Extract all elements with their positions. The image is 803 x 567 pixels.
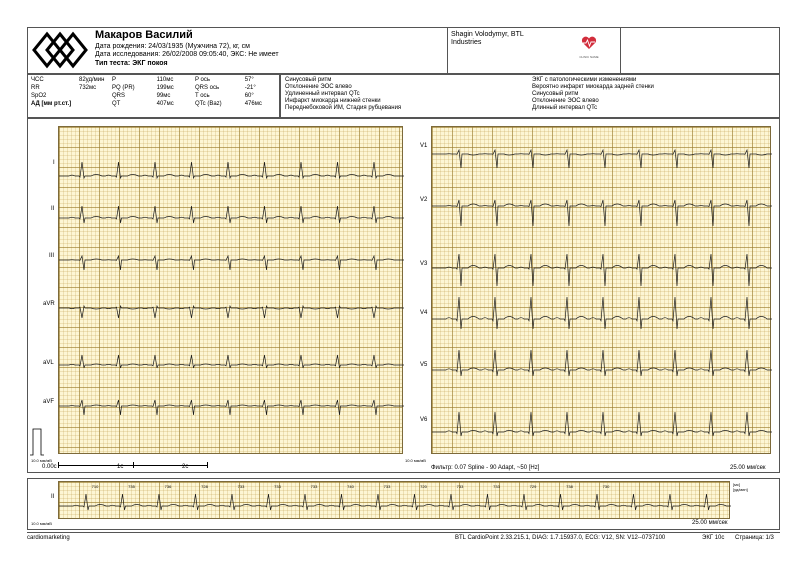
trace-aVR (59, 306, 404, 318)
rr-interval-label: 730 (602, 484, 610, 489)
measurements-col2 (110, 76, 190, 108)
rr-interval-label: 733 (310, 484, 318, 489)
meas-label: PQ (PR) (112, 85, 135, 91)
rhythm-trace (59, 482, 731, 520)
rr-interval-label: 740 (347, 484, 354, 489)
meas-label: P ось (195, 77, 211, 83)
time-2-label: 2с (182, 464, 189, 470)
exam-info: Дата исследования: 26/02/2008 09:05:40, ЭКС: Не имеет (95, 51, 279, 58)
footer-report: ЭКГ 10с (702, 535, 725, 541)
gain-label-left: 10.0 мм/мВ (31, 458, 52, 463)
rhythm-lead-label: II (51, 494, 55, 500)
calibration-pulse (30, 427, 44, 457)
diagnosis-item: Синусовый ритм (285, 77, 332, 83)
meas-label: SpO2 (31, 93, 47, 99)
rr-interval-label: 736 (164, 484, 172, 489)
limb-leads-grid (58, 126, 403, 454)
diagnosis-right (532, 77, 654, 112)
chest-traces (432, 127, 772, 455)
meas-label: QTc (Baz) (195, 101, 222, 107)
diagnosis-item: Переднебоковой ИМ, Стадия рубцевания (285, 105, 402, 111)
lead-label-V1: V1 (420, 143, 428, 149)
diagnosis-item: Отклонение ЭОС влево (285, 84, 352, 90)
meas-value: 199мс (156, 85, 174, 91)
rr-interval-label: 733 (383, 484, 391, 489)
lead-label-V5: V5 (420, 362, 428, 368)
meas-value (77, 92, 109, 100)
lead-label-II: II (51, 206, 55, 212)
meas-label: QT (112, 101, 121, 107)
footer-software: BTL CardioPoint 2.33.215.1, DIAG: 1.7.15937.0, ECG: V12, SN: V12--0737100 (455, 535, 666, 541)
trace-II (59, 206, 404, 223)
diagnosis-left (285, 77, 401, 112)
rr-interval-label: 733 (237, 484, 245, 489)
birth-info: Дата рождения: 24/03/1935 (Мужчина 72), кг, см (95, 43, 250, 50)
rr-interval-label: 720 (420, 484, 427, 489)
rr-interval-label: 710 (91, 484, 99, 489)
lead-label-V2: V2 (420, 197, 428, 203)
trace-aVF (59, 400, 404, 415)
time-tick (58, 462, 59, 468)
measurements-col1 (29, 76, 109, 108)
gain-label-right: 10.0 мм/мВ (405, 458, 426, 463)
rr-unit-label (733, 482, 748, 492)
meas-value: 57° (244, 77, 254, 83)
trace-V6 (432, 412, 772, 436)
lead-label-I: I (53, 160, 55, 166)
trace-V1 (432, 150, 772, 168)
lead-label-V3: V3 (420, 261, 428, 267)
diagnosis-item: ЭКГ с патологическими изменениями (532, 77, 637, 83)
meas-value: -21° (244, 85, 256, 91)
trace-rhythm-II (59, 494, 731, 510)
lead-label-aVR: aVR (43, 301, 55, 307)
trace-V5 (432, 350, 772, 376)
rhythm-grid (58, 481, 730, 519)
rr-interval-label: 733 (274, 484, 281, 489)
header-divider-right (620, 27, 621, 74)
meas-value: 60° (244, 93, 254, 99)
measurements-col3 (193, 76, 277, 108)
time-tick (207, 462, 208, 468)
lead-label-V6: V6 (420, 417, 428, 423)
meas-value: 110мс (156, 77, 174, 83)
rr-unit-ms: [мс] (733, 482, 740, 487)
lead-label-aVL: aVL (43, 360, 54, 366)
rr-interval-label: 735 (128, 484, 135, 489)
meas-value: 82уд/мин (78, 77, 105, 83)
meas-label: АД [мм рт.ст.] (31, 101, 72, 107)
limb-traces (59, 127, 404, 455)
rr-interval-label: 733 (456, 484, 464, 489)
meas-label: RR (31, 85, 40, 91)
diagnosis-item: Инфаркт миокарда нижней стенки (285, 98, 381, 104)
patient-name: Макаров Василий (95, 29, 193, 41)
footer-line (27, 532, 780, 533)
rr-interval-label: 738 (566, 484, 573, 489)
diagnosis-item: Длинный интервал QTc (532, 105, 598, 111)
meas-value: 476мс (244, 101, 262, 107)
test-type: Тип теста: ЭКГ покоя (95, 60, 168, 67)
diagnosis-item: Отклонение ЭОС влево (532, 98, 599, 104)
trace-aVL (59, 355, 404, 368)
trace-III (59, 256, 404, 270)
speed-bottom-label: 25.00 мм/сек (692, 520, 728, 526)
meas-label: P (112, 77, 117, 83)
meas-label: QRS ось (195, 85, 220, 91)
trace-I (59, 162, 404, 178)
meas-value: 732мс (78, 85, 97, 91)
chest-leads-grid (431, 126, 771, 454)
lead-label-III: III (49, 253, 55, 259)
btl-logo (31, 31, 89, 69)
trace-V4 (432, 297, 772, 329)
trace-V3 (432, 254, 772, 286)
lead-label-aVF: aVF (43, 399, 55, 405)
meas-value: 407мс (156, 101, 174, 107)
footer-left: cardiomarketing (27, 535, 70, 541)
gain-label-rhythm: 10.0 мм/мВ (31, 521, 52, 526)
meas-label: QRS (112, 93, 126, 99)
meas-value: 99мс (156, 93, 171, 99)
clinic-logo (572, 36, 606, 62)
heart-icon (581, 36, 597, 50)
meas-label: ЧСС (31, 77, 44, 83)
rr-interval-label: 729 (529, 484, 537, 489)
lead-label-V4: V4 (420, 310, 428, 316)
footer-page: Страница: 1/3 (735, 535, 774, 541)
clinic-logo-text: CLINIC NAME (579, 55, 599, 59)
diagnosis-item: Синусовый ритм (532, 91, 579, 97)
rr-interval-label: 728 (201, 484, 208, 489)
header-divider (447, 27, 448, 74)
meas-value (77, 100, 109, 108)
time-tick (133, 462, 134, 468)
speed-top-label: 25.00 мм/сек (730, 465, 766, 471)
rr-unit-bpm: [уд/мин] (733, 487, 748, 492)
diagnosis-item: Вероятно инфаркт миокарда задней стенки (532, 84, 654, 90)
diagnosis-item: Удлиненный интервал QTc (285, 91, 360, 97)
filter-label: Фильтр: 0.07 Spline - 90 Adapt, ~50 [Hz] (431, 465, 540, 471)
trace-V2 (432, 200, 772, 226)
time-start-label: 0.00с (42, 464, 57, 470)
rr-interval-label: 733 (493, 484, 500, 489)
doctor-name: Shagin Volodymyr, BTL (451, 31, 524, 38)
meas-label: T ось (195, 93, 210, 99)
time-1-label: 1с (117, 464, 124, 470)
doctor-line2: Industries (451, 39, 482, 46)
